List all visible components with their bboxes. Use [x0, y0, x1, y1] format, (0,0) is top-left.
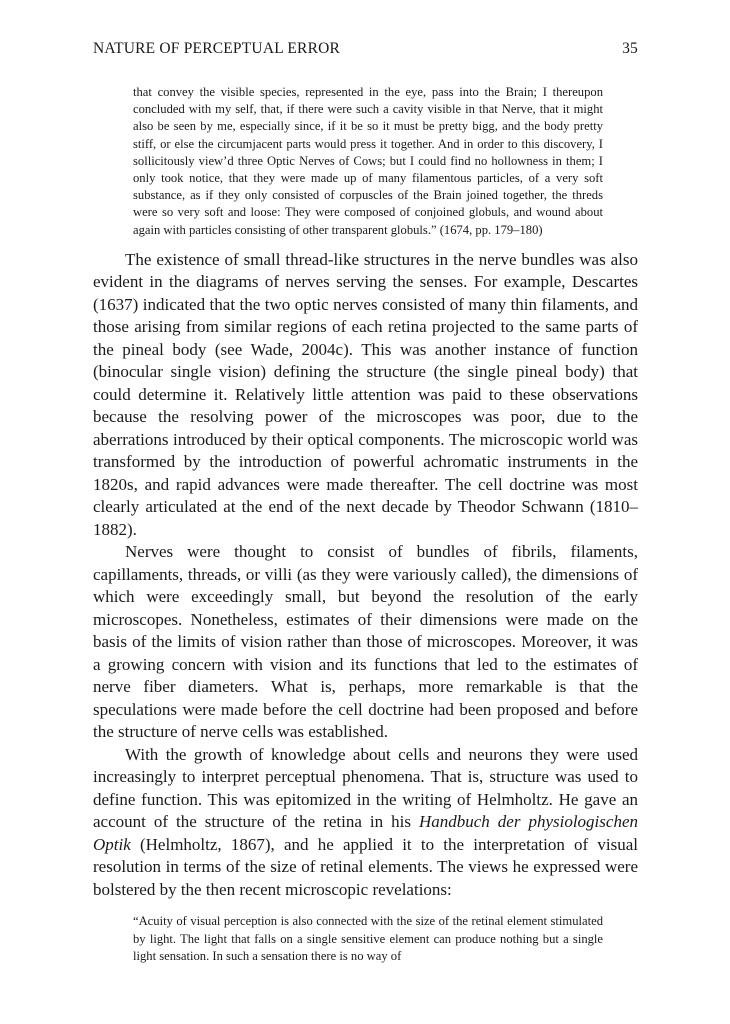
paragraph-1: The existence of small thread-like structures in the nerve bundles was also evident in the diagrams of nerves serving the senses. For example, Descartes (1637) indicated that the two optic nerves consisted of many thin filaments, and those arising from similar regions of each retina projected to the same parts of the pineal body (see Wade, 2004c). This was another instance of function (binocular single vision) defining the structure (the single pineal body) that could determine it. Relatively little attention was paid to these observations because the resolving power of the microscopes was poor, due to the aberrations introduced by their optical components. The microscopic world was transformed by the introduction of powerful achromatic instruments in the 1820s, and rapid advances were made thereafter. The cell doctrine was most clearly articulated at the end of the next decade by Theodor Schwann (1810–1882). — [93, 249, 638, 539]
paragraph-3-part-b: (Helmholtz, 1867), and he applied it to the interpretation of visual resolution in terms of the size of retinal elements. The views he expressed were bolstered by the then recent microscopic revelations: — [93, 834, 638, 899]
quote-text: that convey the visible species, represented in the eye, pass into the Brain; I thereupon concluded with my self, that, if there were such a cavity visible in that Nerve, that it might also be seen by me, especially since, if it be so it must be pretty bigg, and the body pretty stiff, or else the circumjacent parts would press it together. And in order to this discovery, I sollicitously view’d three Optic Nerves of Cows; but I could find no hollowness in them; I only took notice, that they were made up of many filamentous particles, of a very soft substance, as if they only consisted of corpuscles of the Brain joined together, the threds were so very soft and loose: They were composed of conjoined globuls, and wound about again with particles consisting of other transparent globuls.” (1674, pp. 179–180) — [133, 85, 603, 237]
paragraph-3 — [93, 744, 638, 902]
block-quote-leeuwenhoek — [133, 84, 603, 239]
paragraph-2: Nerves were thought to consist of bundles of fibrils, filaments, capillaments, threads, or villi (as they were variously called), the dimensions of which were exceedingly small, but beyond the resolution of the early microscopes. Nonetheless, estimates of their dimensions were made on the basis of the limits of vision rather than those of microscopes. Moreover, it was a growing concern with vision and its functions that led to the estimates of nerve fiber diameters. What is, perhaps, more remarkable is that the speculations were made before the cell doctrine had been proposed and before the structure of nerve cells was established. — [93, 542, 638, 742]
book-title-handbuch: Handbuch der physiologischen Optik — [93, 812, 638, 854]
running-header — [93, 40, 638, 66]
paragraph-3-part-a: With the growth of knowledge about cells and neurons they were used increasingly to interpret perceptual phenomena. That is, structure was used to define function. This was epitomized in the writing of Helmholtz. He gave an account of the structure of the retina in his — [93, 744, 638, 832]
quote-text: “Acuity of visual perception is also connected with the size of the retinal element stimulated by light. The light that falls on a single sensitive element can produce nothing but a single light sensation. In such a sensation there is no way of — [133, 914, 603, 963]
page — [93, 40, 638, 965]
block-quote-helmholtz — [133, 913, 603, 965]
body-text — [93, 249, 638, 902]
page-number: 35 — [622, 40, 638, 57]
running-title: NATURE OF PERCEPTUAL ERROR — [93, 40, 341, 57]
